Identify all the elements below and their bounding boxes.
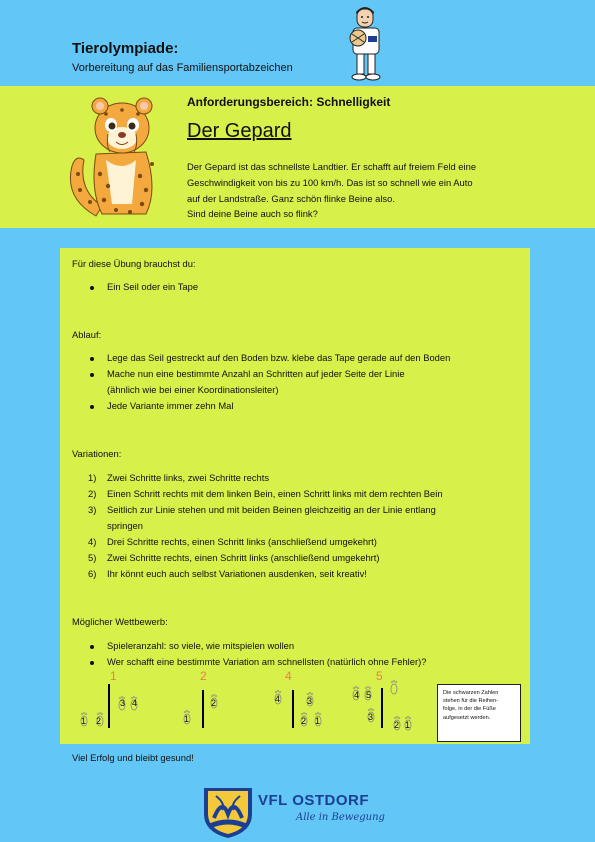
variation-text: Zwei Schritte rechts, einen Schritt links (anschließend umgekehrt) xyxy=(107,552,380,563)
need-heading: Für diese Übung brauchst du: xyxy=(72,258,196,269)
logo-name: VFL OSTDORF xyxy=(258,792,370,809)
logo-slogan: Alle in Bewegung xyxy=(296,812,385,823)
bullet-dot xyxy=(90,286,94,290)
step-number: 2 xyxy=(301,716,307,726)
variation-text: Drei Schritte rechts, einen Schritt links (anschließend umgekehrt) xyxy=(107,536,377,547)
procedure-item xyxy=(107,352,450,363)
variant-label: 2 xyxy=(200,669,207,683)
page-subtitle: Vorbereitung auf das Familiensportabzeichen xyxy=(72,62,293,74)
competition-heading: Möglicher Wettbewerb: xyxy=(72,616,168,627)
bullet-dot xyxy=(90,405,94,409)
need-item xyxy=(107,281,198,292)
step-number: 3 xyxy=(307,696,313,706)
step-number: 3 xyxy=(368,712,374,722)
variation-number: 6) xyxy=(88,568,97,579)
area-heading: Anforderungsbereich: Schnelligkeit xyxy=(187,95,391,109)
competition-item-text: Spieleranzahl: so viele, wie mitspielen wollen xyxy=(107,640,295,651)
variation-item xyxy=(88,536,377,547)
variation-item-continued xyxy=(107,520,143,531)
bullet-dot xyxy=(90,661,94,665)
step-number: 2 xyxy=(394,720,400,730)
footprint-icon xyxy=(81,680,411,730)
note-line: stehen für die Reihen- xyxy=(443,698,499,705)
procedure-item-text: Mache nun eine bestimmte Anzahl an Schritten auf jeder Seite der Linie xyxy=(107,368,405,379)
variation-item xyxy=(88,488,443,499)
procedure-item-text: Jede Variante immer zehn Mal xyxy=(107,400,234,411)
step-number: 5 xyxy=(366,690,372,700)
step-number: 2 xyxy=(211,698,217,708)
bullet-dot xyxy=(90,373,94,377)
competition-item xyxy=(107,640,294,651)
variant-label: 5 xyxy=(376,669,383,683)
animal-heading: Der Gepard xyxy=(187,120,292,142)
variation-item xyxy=(88,552,380,563)
variation-item xyxy=(88,504,436,515)
variant-label: 1 xyxy=(110,669,117,683)
header xyxy=(0,0,595,86)
procedure-item-text: (ähnlich wie bei einer Koordinationsleiter) xyxy=(107,384,279,395)
variation-number: 5) xyxy=(88,552,97,563)
step-number: 4 xyxy=(275,694,281,704)
variation-item xyxy=(88,568,367,579)
legend-note xyxy=(437,684,521,742)
variation-text: Seitlich zur Linie stehen und mit beiden Beinen gleichzeitig an der Linie entlang xyxy=(107,504,436,515)
note-line: folge, in der die Füße xyxy=(443,706,496,713)
intro-line: Sind deine Beine auch so flink? xyxy=(187,208,318,220)
bullet-dot xyxy=(90,357,94,361)
variation-text: Ihr könnt euch auch selbst Variationen ausdenken, seit kreativ! xyxy=(107,568,367,579)
variation-number: 2) xyxy=(88,488,97,499)
mascot-figure-icon xyxy=(344,6,388,82)
note-line: aufgesetzt werden. xyxy=(443,714,491,721)
competition-item-text: Wer schafft eine bestimmte Variation am schnellsten (natürlich ohne Fehler)? xyxy=(107,656,427,667)
procedure-item-continued xyxy=(107,384,278,395)
variation-number: 3) xyxy=(88,504,97,515)
step-number: 1 xyxy=(405,720,411,730)
bullet-dot xyxy=(90,645,94,649)
intro-line: Geschwindigkeit von bis zu 100 km/h. Das ist so schnell wie ein Auto xyxy=(187,176,473,188)
variations-heading: Variationen: xyxy=(72,448,122,459)
note-line: Die schwarzen Zahlen xyxy=(443,690,499,696)
step-number: 4 xyxy=(354,690,360,700)
intro-paragraph xyxy=(187,159,537,222)
step-number: 3 xyxy=(120,698,126,708)
step-number: 1 xyxy=(315,716,321,726)
closing-text: Viel Erfolg und bleibt gesund! xyxy=(72,752,194,763)
procedure-item xyxy=(107,400,233,411)
page-title: Tierolympiade: xyxy=(72,40,179,57)
step-number: 1 xyxy=(184,714,190,724)
step-number: 2 xyxy=(96,716,102,726)
cheetah-illustration-icon xyxy=(66,94,178,218)
variation-text: Zwei Schritte links, zwei Schritte rechts xyxy=(107,472,270,483)
step-number: 4 xyxy=(132,698,138,708)
intro-line: Der Gepard ist das schnellste Landtier. Er schafft auf freiem Feld eine xyxy=(187,161,477,172)
need-item-text: Ein Seil oder ein Tape xyxy=(107,281,199,292)
vfl-crest-icon xyxy=(200,780,400,840)
variation-text: Einen Schritt rechts mit dem linken Bein, einen Schritt links mit dem rechten Bein xyxy=(107,488,443,499)
variation-text: springen xyxy=(107,520,143,531)
variation-item xyxy=(88,472,270,483)
procedure-item-text: Lege das Seil gestreckt auf den Boden bzw. klebe das Tape gerade auf den Boden xyxy=(107,352,451,363)
procedure-item xyxy=(107,368,405,379)
intro-line: auf der Landstraße. Ganz schön flinke Beine also. xyxy=(187,192,395,204)
variant-label: 4 xyxy=(285,669,292,683)
procedure-heading: Ablauf: xyxy=(72,329,102,340)
variation-number: 4) xyxy=(88,536,97,547)
variation-number: 1) xyxy=(88,472,97,483)
step-number: 1 xyxy=(81,716,87,726)
